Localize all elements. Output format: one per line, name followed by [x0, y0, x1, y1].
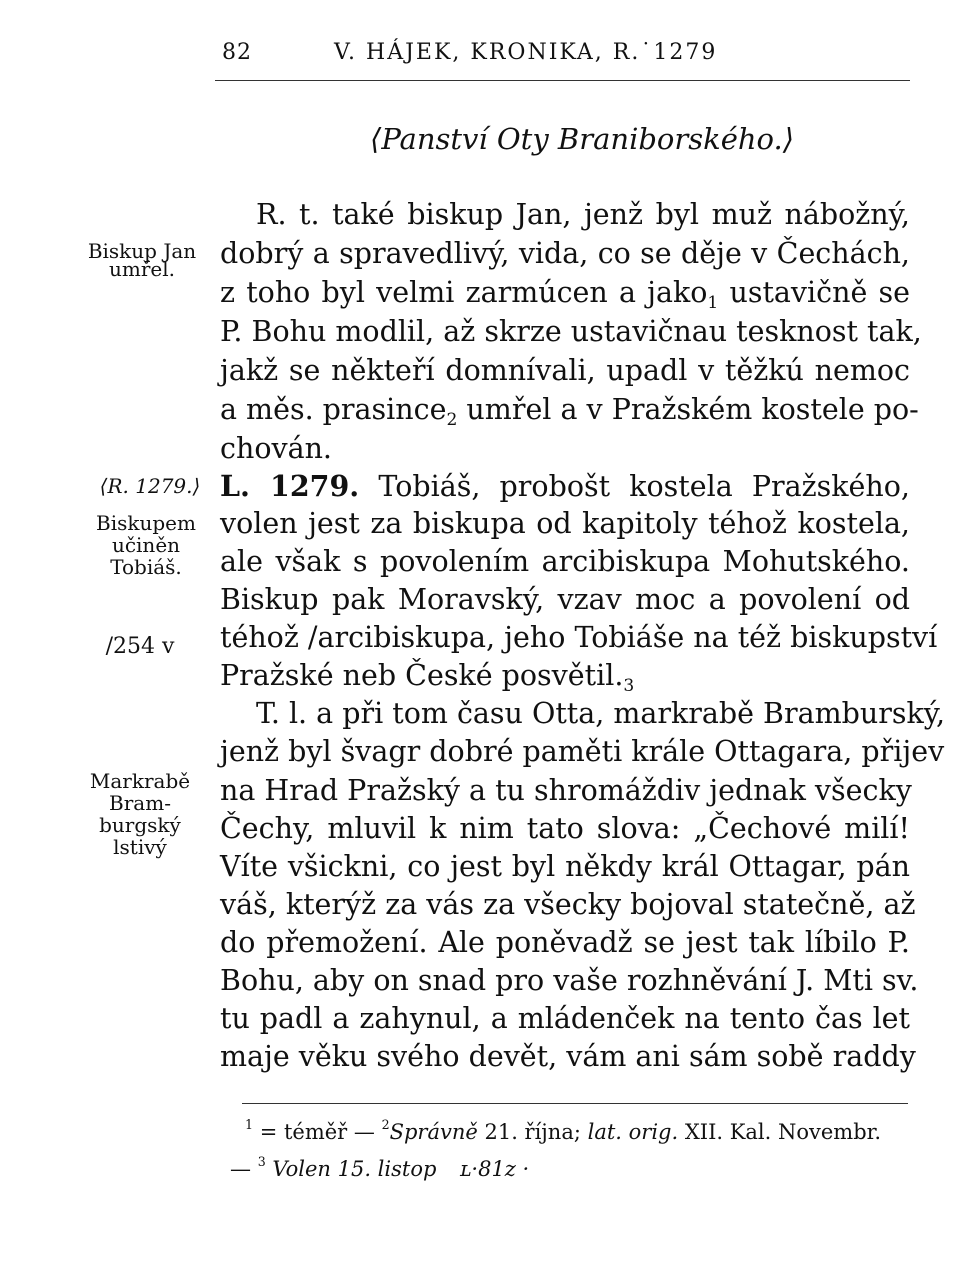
- margin-note-line: Biskupem: [96, 511, 196, 535]
- footnote-text: = téměř —: [253, 1120, 382, 1144]
- text-run: umřel a v Pražském kostele po-: [457, 393, 919, 426]
- footnote-text: —: [230, 1157, 258, 1181]
- text-line: Čechy, mluvil k nim tato slova: „Čechové milí!: [220, 812, 910, 845]
- footnote-italic: Správně: [389, 1120, 478, 1144]
- text-line: téhož /arcibiskupa, jeho Tobiáše na též biskupství: [220, 621, 938, 654]
- text-line: [220, 390, 919, 430]
- text-line: dobrý a spravedlivý, vida, co se děje v Čechách,: [220, 237, 910, 270]
- page-number: 82: [222, 40, 252, 65]
- text-line: Biskup pak Moravský, vzav moc a povolení od: [220, 583, 910, 616]
- text-line: P. Bohu modlil, až skrze ustavičnau tesknost tak,: [220, 315, 922, 348]
- text-line: R. t. také biskup Jan, jenž byl muž nábožný,: [256, 198, 910, 231]
- margin-note-line: Biskup Jan: [87, 239, 197, 263]
- text-line: jenž byl švagr dobré paměti krále Ottagara, přijev: [220, 735, 945, 768]
- margin-note-year: ⟨R. 1279.⟩: [99, 474, 201, 498]
- running-title: V. HÁJEK, KRONIKA, R.˙1279: [334, 40, 718, 65]
- footnote-text: XII. Kal. Novembr.: [678, 1120, 882, 1144]
- text-line: jakž se někteří domnívali, upadl v těžkú nemoc: [220, 354, 910, 387]
- margin-note-line: lstivý: [113, 835, 167, 859]
- margin-note-line: umřel.: [109, 257, 175, 281]
- footnote-marker: 1: [245, 1117, 254, 1132]
- year-heading: L. 1279.: [220, 469, 360, 503]
- footnote-marker: 3: [257, 1154, 266, 1169]
- text-run: Tobiáš, probošt kostela Pražského,: [359, 470, 910, 503]
- margin-note-line: Markrabě: [89, 769, 191, 793]
- margin-note-markrabe: [70, 770, 210, 858]
- text-line: T. l. a při tom času Otta, markrabě Bramburský,: [256, 697, 946, 730]
- text-line: váš, kterýž za vás za všecky bojoval statečně, až: [220, 888, 916, 921]
- footnote-line-2: [230, 1154, 630, 1181]
- text-run: Pražské neb České posvětil.: [220, 659, 624, 692]
- text-line: do přemožení. Ale poněvadž se jest tak líbilo P.: [220, 926, 910, 959]
- header-rule: [215, 80, 910, 81]
- text-run: ustavičně se: [718, 276, 910, 309]
- margin-note-line: Tobiáš.: [110, 555, 182, 579]
- margin-note-line: burgský: [99, 813, 181, 837]
- text-line: chován.: [220, 432, 332, 465]
- text-line: ale však s povolením arcibiskupa Mohutského.: [220, 545, 910, 578]
- margin-note-folio: /254 v: [105, 634, 175, 659]
- section-heading: ⟨Panství Oty Braniborského.⟩: [370, 122, 795, 156]
- text-line: [220, 273, 910, 313]
- footnote-ref: 1: [707, 293, 719, 313]
- text-line: Víte všickni, co jest byl někdy král Ottagar, pán: [220, 850, 910, 883]
- footnote-line-1: [245, 1117, 882, 1144]
- footnote-marker: 2: [381, 1117, 390, 1132]
- text-line: Bohu, aby on snad pro vaše rozhněvání J. Mti sv.: [220, 964, 919, 997]
- margin-note-line: učiněn: [111, 533, 181, 557]
- text-run: z toho byl velmi zarmúcen a jako: [220, 276, 708, 309]
- footnote-ref: 2: [446, 410, 458, 430]
- footnote-italic: lat. orig.: [587, 1120, 679, 1144]
- footnote-text: 21. října;: [477, 1120, 588, 1144]
- margin-note-biskup-jan: [72, 240, 212, 280]
- text-line: [220, 466, 910, 506]
- footnote-ref: 3: [623, 676, 635, 696]
- text-line: maje věku svého devět, vám ani sám sobě raddy: [220, 1040, 916, 1073]
- text-run: a měs. prasince: [220, 393, 447, 426]
- footnote-rule: [242, 1103, 908, 1104]
- text-line: volen jest za biskupa od kapitoly téhož kostela,: [220, 507, 910, 540]
- text-line: na Hrad Pražský a tu shromáždiv jednak všecky: [220, 774, 912, 807]
- text-line: tu padl a zahynul, a mládenček na tento čas let: [220, 1002, 910, 1035]
- text-line: [220, 656, 910, 696]
- margin-note-biskupem: [76, 512, 216, 578]
- margin-note-line: Bram-: [109, 791, 171, 815]
- footnote-italic: Volen 15. listop: [265, 1157, 437, 1181]
- handwritten-note: ʟ·81z ·: [460, 1157, 530, 1181]
